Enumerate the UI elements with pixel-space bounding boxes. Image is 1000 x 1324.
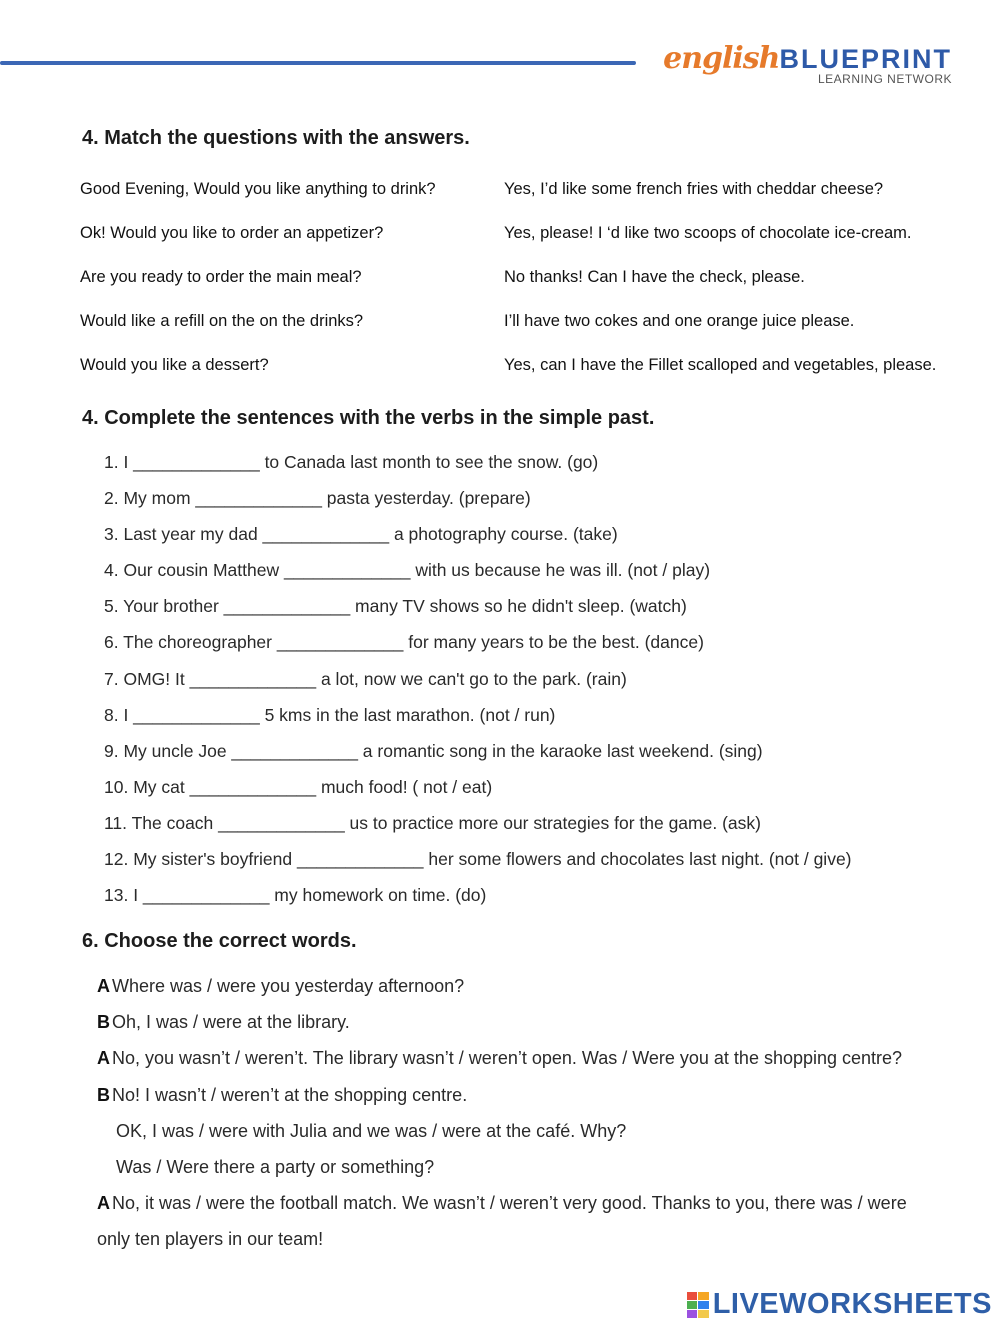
dialog-text[interactable]: Where was / were you yesterday afternoon? — [112, 976, 465, 996]
answer-item[interactable]: Yes, I’d like some french fries with cheddar cheese? — [504, 180, 884, 198]
dialog-line — [97, 1119, 977, 1155]
sentence-item[interactable]: 4. Our cousin Matthew _____________ with us because he was ill. (not / play) — [104, 560, 711, 581]
answer-item[interactable]: Yes, please! I ‘d like two scoops of chocolate ice-cream. — [504, 224, 912, 242]
question-item: Would like a refill on the on the drinks? — [80, 312, 364, 330]
dialog-text[interactable]: OK, I was / were with Julia and we was / were at the café. Why? — [116, 1120, 627, 1141]
sentence-item[interactable]: 9. My uncle Joe _____________ a romantic song in the karaoke last weekend. (sing) — [104, 740, 763, 761]
answer-item[interactable]: No thanks! Can I have the check, please. — [504, 268, 805, 286]
dialog-line — [97, 1155, 977, 1191]
speaker-label: B — [97, 1084, 110, 1105]
dialog-exercise — [97, 974, 977, 1264]
speaker-label: A — [97, 1193, 110, 1214]
section-match-title: 4. Match the questions with the answers. — [82, 127, 470, 149]
dialog-line — [97, 1083, 977, 1119]
dialog-text[interactable]: No, you wasn’t / weren’t. The library wasn’t / weren’t open. Was / Were you at the shopping centre? — [112, 1048, 903, 1069]
liveworksheets-logo — [687, 1288, 992, 1321]
answers-column — [504, 178, 936, 398]
english-blueprint-logo — [663, 41, 952, 86]
logo-script: english — [663, 41, 780, 76]
dialog-line — [97, 1010, 977, 1046]
sentence-item[interactable]: 13. I _____________ my homework on time. (do) — [104, 885, 487, 906]
sentence-item[interactable]: 12. My sister's boyfriend _____________ her some flowers and chocolates last night. (not / give) — [104, 849, 852, 870]
question-item: Would you like a dessert? — [80, 356, 269, 374]
dialog-line — [97, 1046, 977, 1082]
sentence-item[interactable]: 8. I _____________ 5 kms in the last marathon. (not / run) — [104, 704, 556, 725]
question-item: Good Evening, Would you like anything to drink? — [80, 180, 436, 198]
dialog-text[interactable]: No, it was / were the football match. We wasn’t / weren’t very good. Thanks to you, there was / were — [112, 1193, 907, 1214]
section-choose-title: 6. Choose the correct words. — [82, 930, 357, 952]
dialog-line — [97, 974, 977, 1010]
liveworksheets-brand: LIVEWORKSHEETS — [712, 1288, 992, 1320]
dialog-text[interactable]: No! I wasn’t / weren’t at the shopping centre. — [112, 1084, 468, 1105]
sentence-item[interactable]: 5. Your brother _____________ many TV shows so he didn't sleep. (watch) — [104, 596, 687, 617]
sentence-item[interactable]: 11. The coach _____________ us to practice more our strategies for the game. (ask) — [104, 812, 761, 833]
speaker-label: B — [97, 1012, 110, 1033]
sentence-item[interactable]: 10. My cat _____________ much food! ( not / eat) — [104, 776, 493, 797]
question-item: Ok! Would you like to order an appetizer? — [80, 224, 384, 242]
simple-past-list — [104, 450, 852, 919]
sentence-item[interactable]: 1. I _____________ to Canada last month to see the snow. (go) — [104, 452, 599, 472]
dialog-text[interactable]: Was / Were there a party or something? — [116, 1156, 435, 1177]
dialog-line — [97, 1191, 977, 1227]
liveworksheets-icon — [687, 1292, 709, 1318]
section-past-title: 4. Complete the sentences with the verbs in the simple past. — [82, 407, 655, 429]
dialog-text[interactable]: Oh, I was / were at the library. — [112, 1012, 350, 1033]
question-item: Are you ready to order the main meal? — [80, 268, 362, 286]
header-rule — [0, 61, 636, 65]
logo-sub: LEARNING NETWORK — [817, 72, 952, 86]
speaker-label: A — [97, 1048, 110, 1069]
sentence-item[interactable]: 2. My mom _____________ pasta yesterday. (prepare) — [104, 488, 531, 509]
sentence-item[interactable]: 3. Last year my dad _____________ a photography course. (take) — [104, 524, 618, 545]
logo-main: BLUEPRINT — [779, 44, 952, 74]
speaker-label: A — [97, 976, 110, 996]
sentence-item[interactable]: 6. The choreographer _____________ for many years to be the best. (dance) — [104, 632, 704, 653]
dialog-text[interactable]: only ten players in our team! — [97, 1229, 324, 1250]
answer-item[interactable]: Yes, can I have the Fillet scalloped and vegetables, please. — [504, 356, 937, 374]
questions-column — [80, 178, 436, 398]
answer-item[interactable]: I’ll have two cokes and one orange juice please. — [504, 312, 855, 330]
dialog-line — [97, 1227, 977, 1263]
sentence-item[interactable]: 7. OMG! It _____________ a lot, now we can't go to the park. (rain) — [104, 668, 627, 689]
